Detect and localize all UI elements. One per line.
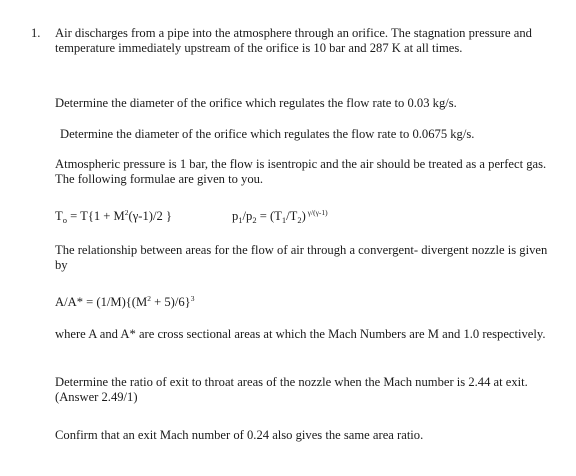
determine-diameter-1: Determine the diameter of the orifice which regulates the flow rate to 0.03 kg/s. bbox=[55, 96, 457, 110]
area-ratio-outer-exponent: 3 bbox=[190, 294, 195, 303]
area-ratio-middle: + 5)/6} bbox=[150, 295, 191, 309]
formula-t-rhs-start: = T{1 + M bbox=[66, 209, 125, 223]
formula-p-exponent: γ/(γ-1) bbox=[305, 208, 328, 217]
formula-t-rhs-end: (γ-1)/2 } bbox=[128, 209, 172, 223]
determine-diameter-2: Determine the diameter of the orifice which regulates the flow rate to 0.0675 kg/s. bbox=[60, 127, 475, 141]
atmospheric-conditions: Atmospheric pressure is 1 bar, the flow is isentropic and the air should be treated as a perfect gas. The following formulae are given to you. bbox=[55, 157, 547, 186]
formula-p-close: ) bbox=[301, 209, 306, 223]
question-number: 1. bbox=[31, 26, 41, 40]
formula-area-ratio bbox=[55, 295, 555, 310]
formula-t-subscript: o bbox=[62, 215, 67, 225]
relationship-text: The relationship between areas for the flow of air through a convergent- divergent nozzle is given by bbox=[55, 243, 548, 272]
formula-t-symbol: T bbox=[55, 209, 63, 223]
formula-t1-sub: 1 bbox=[281, 215, 287, 225]
formula-t2-sub: 2 bbox=[297, 215, 302, 225]
where-definition: where A and A* are cross sectional areas at which the Mach Numbers are M and 1.0 respectively. bbox=[55, 327, 546, 341]
problem-intro: Air discharges from a pipe into the atmosphere through an orifice. The stagnation pressure and temperature immediately upstream of the orifice is 10 bar and 287 K at all times. bbox=[55, 26, 532, 55]
area-ratio-start: A/A* = (1/M){(M bbox=[55, 295, 148, 309]
formula-p1: p bbox=[232, 209, 239, 223]
confirm-mach-number: Confirm that an exit Mach number of 0.24 also gives the same area ratio. bbox=[55, 428, 424, 442]
formula-pressure-ratio bbox=[232, 209, 576, 224]
determine-area-ratio: Determine the ratio of exit to throat areas of the nozzle when the Mach number is 2.44 at exit. (Answer 2.49/1) bbox=[55, 375, 528, 404]
area-ratio-m-exponent: 2 bbox=[147, 294, 151, 303]
formula-p2-sub: 2 bbox=[252, 215, 257, 225]
formula-t-exponent: 2 bbox=[124, 208, 129, 217]
formula-p-middle: = (T bbox=[256, 209, 282, 223]
formula-t-slash: /T bbox=[286, 209, 298, 223]
formula-p-slash: /p bbox=[242, 209, 253, 223]
formula-p1-sub: 1 bbox=[238, 215, 243, 225]
